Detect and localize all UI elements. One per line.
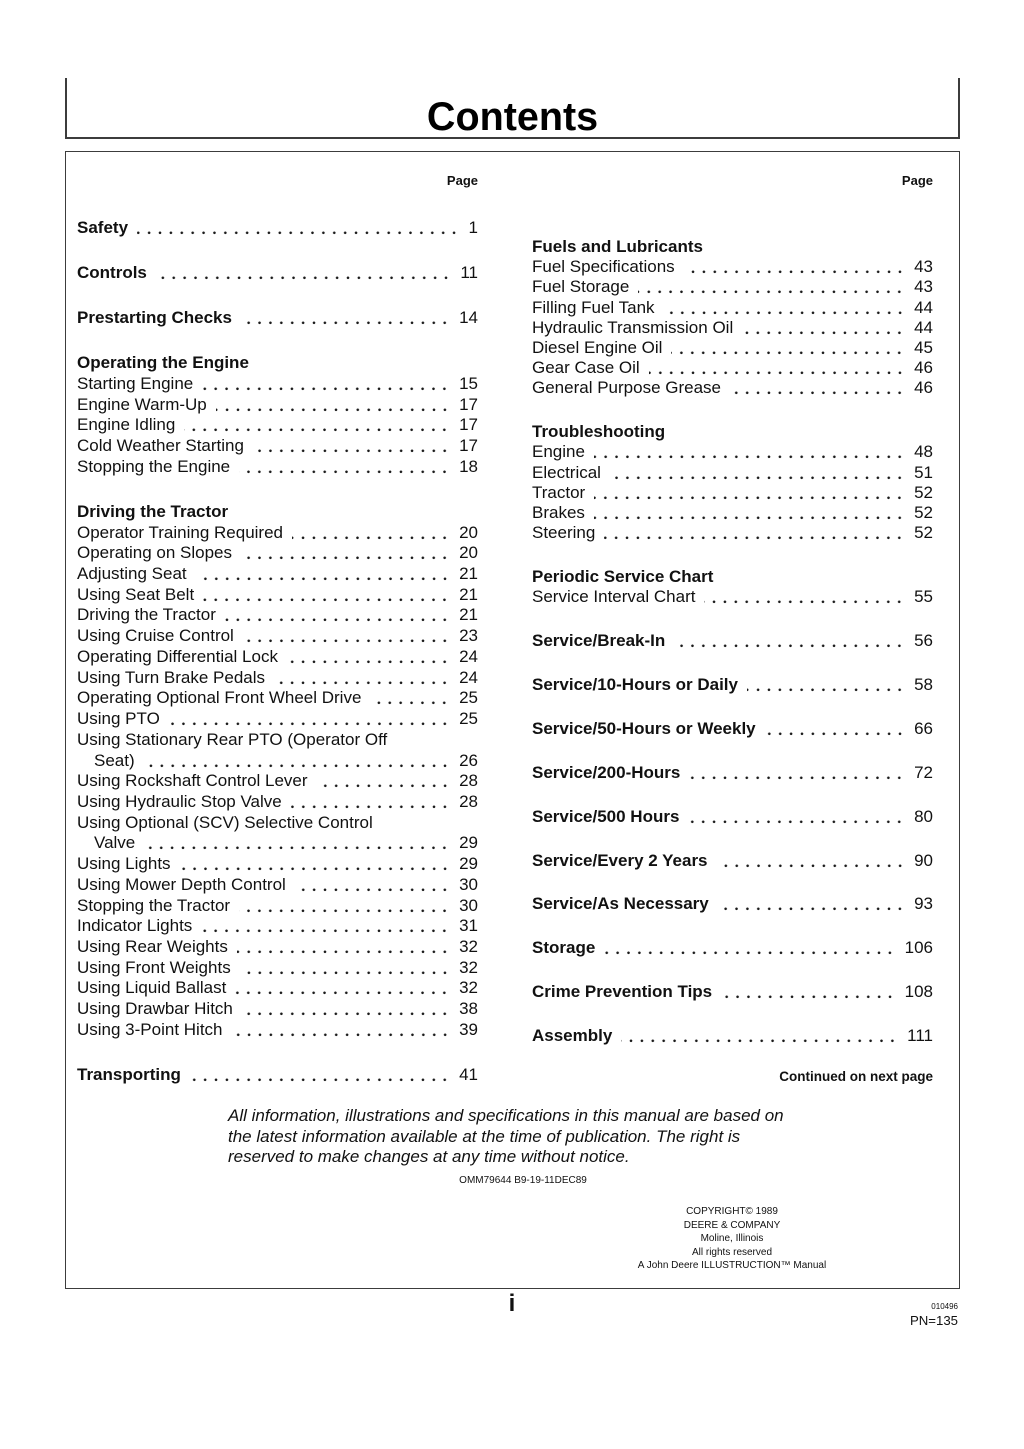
dot-leader xyxy=(664,298,906,318)
toc-entry-title: Engine Idling xyxy=(77,415,176,435)
toc-right-column xyxy=(532,237,933,1046)
toc-entry-title: Operating on Slopes xyxy=(77,543,232,563)
toc-entry xyxy=(77,999,478,1020)
dot-leader xyxy=(717,851,906,871)
dot-leader xyxy=(201,916,450,937)
page-number: 51 xyxy=(914,462,933,482)
toc-section-heading: Periodic Service Chart xyxy=(532,567,714,587)
toc-entry xyxy=(532,463,933,483)
toc-section xyxy=(532,851,933,871)
toc-section xyxy=(532,567,933,607)
toc-section-row xyxy=(532,894,933,914)
toc-section-heading: Operating the Engine xyxy=(77,353,249,373)
toc-entry-title: Service Interval Chart xyxy=(532,587,696,607)
toc-section-row xyxy=(532,763,933,783)
toc-entry xyxy=(77,937,478,958)
dot-leader xyxy=(747,675,905,695)
toc-entry xyxy=(77,771,478,792)
page-number: 52 xyxy=(914,503,933,523)
copyright-line: Moline, Illinois xyxy=(700,1233,764,1245)
toc-entry-title: Fuel Specifications xyxy=(532,257,675,277)
toc-entry xyxy=(532,483,933,503)
dot-leader xyxy=(689,763,905,783)
dot-leader xyxy=(704,587,905,607)
toc-section-row xyxy=(532,807,933,827)
toc-entry xyxy=(77,751,478,772)
dot-leader xyxy=(295,875,450,896)
toc-entry-title: Operating Optional Front Wheel Drive xyxy=(77,688,362,708)
toc-entry xyxy=(77,415,478,436)
page-number: 30 xyxy=(459,874,478,894)
toc-section xyxy=(77,263,478,284)
toc-section xyxy=(77,218,478,239)
page-number: 111 xyxy=(907,1026,933,1046)
disclaimer-notice xyxy=(228,1106,784,1168)
dot-leader xyxy=(241,308,450,329)
toc-section-row xyxy=(77,263,478,284)
page-number: 29 xyxy=(459,833,478,853)
dot-leader xyxy=(144,751,450,772)
page-number: 20 xyxy=(459,522,478,542)
toc-entry xyxy=(77,896,478,917)
toc-section-heading: Service/Break-In xyxy=(532,631,666,651)
toc-entry-title: Starting Engine xyxy=(77,373,194,393)
toc-entry-title: Stopping the Tractor xyxy=(77,895,231,915)
page-number: 55 xyxy=(914,587,933,607)
toc-entry xyxy=(77,564,478,585)
toc-entry xyxy=(532,318,933,338)
page-number: 58 xyxy=(914,675,933,695)
dot-leader xyxy=(718,894,905,914)
toc-section-heading: Crime Prevention Tips xyxy=(532,982,713,1002)
dot-leader xyxy=(291,792,450,813)
copyright-line: DEERE & COMPANY xyxy=(683,1219,781,1231)
page-number: 32 xyxy=(459,978,478,998)
toc-entry-title: Steering xyxy=(532,523,596,543)
page-number: 44 xyxy=(914,317,933,337)
toc-section-row xyxy=(532,675,933,695)
toc-entry xyxy=(77,585,478,606)
toc-section-heading: Service/200-Hours xyxy=(532,762,681,782)
toc-entry xyxy=(77,854,478,875)
copyright-line: A John Deere ILLUSTRUCTION™ Manual xyxy=(637,1260,827,1272)
page-number: 52 xyxy=(914,523,933,543)
toc-entry-title: Indicator Lights xyxy=(77,916,193,936)
toc-entry-title: Brakes xyxy=(532,503,585,523)
toc-entry-title: Engine xyxy=(532,442,585,462)
page-number: 46 xyxy=(914,378,933,398)
dot-leader xyxy=(243,626,450,647)
toc-section xyxy=(77,502,478,1041)
toc-section-heading: Controls xyxy=(77,262,147,282)
page-number: 28 xyxy=(459,791,478,811)
dot-leader xyxy=(237,937,450,958)
dot-leader xyxy=(638,277,905,297)
toc-entry xyxy=(532,442,933,462)
page-number: 52 xyxy=(914,482,933,502)
toc-entry xyxy=(77,833,478,854)
page-number: 43 xyxy=(914,277,933,297)
toc-section xyxy=(532,422,933,543)
toc-entry-title: Electrical xyxy=(532,462,601,482)
toc-entry xyxy=(77,395,478,416)
dot-leader xyxy=(287,647,450,668)
page-number: 18 xyxy=(459,456,478,476)
page-number: 66 xyxy=(914,718,933,738)
dot-leader xyxy=(621,1026,898,1046)
toc-section-row xyxy=(77,218,478,239)
page-number: 48 xyxy=(914,442,933,462)
toc-entry xyxy=(77,668,478,689)
page-number: 24 xyxy=(459,667,478,687)
toc-entry-title: Using Seat Belt xyxy=(77,584,195,604)
toc-section xyxy=(532,631,933,651)
toc-entry-title: Stopping the Engine xyxy=(77,456,231,476)
page-number: 26 xyxy=(459,750,478,770)
page-number: 31 xyxy=(459,916,478,936)
toc-entry xyxy=(532,277,933,297)
toc-entry-title: Using Rear Weights xyxy=(77,936,228,956)
dot-leader xyxy=(203,585,450,606)
dot-leader xyxy=(604,938,895,958)
dot-leader xyxy=(610,463,905,483)
toc-section xyxy=(532,1026,933,1046)
toc-section-heading: Troubleshooting xyxy=(532,422,666,442)
toc-entry-title: General Purpose Grease xyxy=(532,378,721,398)
toc-section-heading: Service/500 Hours xyxy=(532,806,680,826)
toc-entry-title: Using Turn Brake Pedals xyxy=(77,667,266,687)
toc-entry-title: Tractor xyxy=(532,482,586,502)
page-number: 14 xyxy=(459,308,478,328)
dot-leader xyxy=(604,523,905,543)
dot-leader xyxy=(239,457,450,478)
dot-leader xyxy=(370,688,450,709)
toc-entry xyxy=(77,958,478,979)
toc-section xyxy=(532,894,933,914)
toc-entry xyxy=(77,709,478,730)
toc-section xyxy=(77,353,478,477)
dot-leader xyxy=(594,483,905,503)
toc-entry xyxy=(77,626,478,647)
toc-section-heading: Fuels and Lubricants xyxy=(532,237,703,257)
dot-leader xyxy=(235,978,450,999)
page-number: 41 xyxy=(459,1064,478,1084)
dot-leader xyxy=(730,378,905,398)
toc-section-row xyxy=(77,308,478,329)
toc-section xyxy=(532,237,933,399)
toc-entry xyxy=(77,688,478,709)
page-number: 108 xyxy=(904,982,933,1002)
toc-section-heading: Service/Every 2 Years xyxy=(532,850,708,870)
page-number: 32 xyxy=(459,936,478,956)
page-number: 25 xyxy=(459,709,478,729)
part-number: PN=135 xyxy=(909,1313,958,1328)
page-number: 25 xyxy=(459,688,478,708)
toc-section-row xyxy=(532,631,933,651)
toc-entry xyxy=(77,647,478,668)
toc-section xyxy=(532,982,933,1002)
dot-leader xyxy=(169,709,450,730)
dot-leader xyxy=(184,415,450,436)
page-number: 21 xyxy=(459,584,478,604)
toc-entry-title: Filling Fuel Tank xyxy=(532,297,655,317)
toc-entry-title: Using 3-Point Hitch xyxy=(77,1019,223,1039)
toc-entry-title: Operator Training Required xyxy=(77,522,284,542)
toc-section xyxy=(532,938,933,958)
page-number-folio: i xyxy=(508,1290,516,1317)
toc-entry xyxy=(77,374,478,395)
toc-section-heading: Service/50-Hours or Weekly xyxy=(532,718,756,738)
toc-entry-title: Using Front Weights xyxy=(77,957,231,977)
document-code: OMM79644 B9-19-11DEC89 xyxy=(459,1175,587,1186)
page-number: 1 xyxy=(468,217,478,237)
toc-section xyxy=(532,807,933,827)
toc-entry xyxy=(77,543,478,564)
disclaimer-line: the latest information available at the time of publication. The right is xyxy=(228,1126,741,1146)
page-number: 29 xyxy=(459,854,478,874)
toc-section-row xyxy=(532,982,933,1002)
toc-section-row xyxy=(532,1026,933,1046)
page-number: 23 xyxy=(459,626,478,646)
dot-leader xyxy=(292,523,450,544)
toc-entry-title: Driving the Tractor xyxy=(77,605,216,625)
toc-entry xyxy=(532,523,933,543)
toc-entry-title: Fuel Storage xyxy=(532,277,630,297)
page-number: 17 xyxy=(459,436,478,456)
toc-entry-title: Using PTO xyxy=(77,709,160,729)
toc-entry-title-continued: Seat) xyxy=(94,750,135,770)
dot-leader xyxy=(742,318,905,338)
toc-entry-title: Using Optional (SCV) Selective Control xyxy=(77,812,373,832)
print-code: 010496 xyxy=(931,1302,958,1311)
toc-entry xyxy=(532,338,933,358)
toc-section-heading: Assembly xyxy=(532,1026,613,1046)
toc-entry xyxy=(532,503,933,523)
page-number: 90 xyxy=(914,850,933,870)
dot-leader xyxy=(240,958,450,979)
toc-section-row xyxy=(532,719,933,739)
copyright-line: COPYRIGHT© 1989 xyxy=(686,1206,778,1218)
dot-leader xyxy=(239,896,450,917)
toc-entry xyxy=(77,457,478,478)
toc-entry-title: Using Lights xyxy=(77,854,171,874)
copyright-block xyxy=(612,1205,852,1273)
dot-leader xyxy=(594,442,905,462)
dot-leader xyxy=(242,999,450,1020)
dot-leader xyxy=(216,395,450,416)
toc-section-row xyxy=(532,851,933,871)
toc-entry xyxy=(77,978,478,999)
toc-section-heading: Service/10-Hours or Daily xyxy=(532,675,738,695)
page-number: 80 xyxy=(914,806,933,826)
toc-section xyxy=(77,308,478,329)
page-number: 17 xyxy=(459,394,478,414)
toc-entry-title: Using Drawbar Hitch xyxy=(77,999,233,1019)
page-number: 56 xyxy=(914,631,933,651)
dot-leader xyxy=(180,854,451,875)
page-number: 46 xyxy=(914,358,933,378)
toc-left-column xyxy=(77,218,478,1086)
toc-entry-title: Engine Warm-Up xyxy=(77,394,207,414)
toc-section xyxy=(532,675,933,695)
page-number: 32 xyxy=(459,957,478,977)
page-number: 21 xyxy=(459,605,478,625)
toc-entry xyxy=(532,298,933,318)
toc-section-heading: Service/As Necessary xyxy=(532,894,709,914)
dot-leader xyxy=(144,833,450,854)
dot-leader xyxy=(765,719,905,739)
page-number: 106 xyxy=(904,938,933,958)
toc-entry xyxy=(532,378,933,398)
toc-entry-title: Diesel Engine Oil xyxy=(532,338,663,358)
dot-leader xyxy=(721,982,895,1002)
toc-section xyxy=(532,719,933,739)
dot-leader xyxy=(274,668,450,689)
toc-section-heading: Storage xyxy=(532,938,596,958)
toc-section-heading: Safety xyxy=(77,217,129,237)
toc-entry xyxy=(532,587,933,607)
dot-leader xyxy=(594,503,905,523)
dot-leader xyxy=(674,631,905,651)
toc-entry-title: Using Cruise Control xyxy=(77,626,234,646)
dot-leader xyxy=(196,564,450,585)
page-number: 43 xyxy=(914,257,933,277)
page-number: 72 xyxy=(914,762,933,782)
page-column-label: Page xyxy=(446,173,478,188)
toc-section xyxy=(532,763,933,783)
dot-leader xyxy=(225,605,450,626)
toc-entry xyxy=(77,792,478,813)
page-number: 39 xyxy=(459,1019,478,1039)
dot-leader xyxy=(317,771,451,792)
toc-entry-title: Cold Weather Starting xyxy=(77,436,244,456)
toc-entry-title-continued: Valve xyxy=(94,833,136,853)
toc-section-heading: Transporting xyxy=(77,1064,181,1084)
toc-entry-title: Using Hydraulic Stop Valve xyxy=(77,791,282,811)
copyright-line: All rights reserved xyxy=(691,1246,773,1258)
dot-leader xyxy=(137,218,460,239)
dot-leader xyxy=(253,436,450,457)
toc-entry xyxy=(532,358,933,378)
toc-entry xyxy=(532,257,933,277)
dot-leader xyxy=(202,374,450,395)
toc-section-row xyxy=(77,1065,478,1086)
dot-leader xyxy=(156,263,451,284)
page-number: 28 xyxy=(459,771,478,791)
toc-section-row xyxy=(532,938,933,958)
toc-entry-title: Using Rockshaft Control Lever xyxy=(77,771,308,791)
continued-note: Continued on next page xyxy=(779,1069,933,1084)
toc-entry xyxy=(77,916,478,937)
dot-leader xyxy=(649,358,905,378)
toc-entry xyxy=(77,436,478,457)
page-number: 15 xyxy=(459,373,478,393)
page-number: 24 xyxy=(459,646,478,666)
toc-entry xyxy=(77,523,478,544)
toc-entry-title: Hydraulic Transmission Oil xyxy=(532,317,734,337)
toc-section-heading: Prestarting Checks xyxy=(77,308,232,328)
disclaimer-line: reserved to make changes at any time without notice. xyxy=(228,1147,630,1166)
page-number: 44 xyxy=(914,297,933,317)
dot-leader xyxy=(241,543,450,564)
toc-entry-title: Adjusting Seat xyxy=(77,564,187,584)
toc-section xyxy=(77,1065,478,1086)
page-number: 17 xyxy=(459,415,478,435)
toc-section-heading: Driving the Tractor xyxy=(77,501,229,521)
toc-entry-title: Using Mower Depth Control xyxy=(77,874,286,894)
toc-entry-title: Gear Case Oil xyxy=(532,358,640,378)
toc-entry xyxy=(77,1020,478,1041)
toc-entry-title: Using Liquid Ballast xyxy=(77,978,227,998)
toc-entry xyxy=(77,605,478,626)
toc-entry-title: Operating Differential Lock xyxy=(77,646,278,666)
page-title: Contents xyxy=(426,95,599,139)
page-number: 21 xyxy=(459,564,478,584)
toc-entry xyxy=(77,875,478,896)
dot-leader xyxy=(232,1020,451,1041)
page-number: 30 xyxy=(459,895,478,915)
page-column-label: Page xyxy=(901,173,933,188)
dot-leader xyxy=(684,257,905,277)
page-number: 38 xyxy=(459,999,478,1019)
page-number: 11 xyxy=(460,262,478,282)
dot-leader xyxy=(190,1065,450,1086)
page-number: 45 xyxy=(914,338,933,358)
dot-leader xyxy=(671,338,905,358)
dot-leader xyxy=(688,807,905,827)
toc-entry-title: Using Stationary Rear PTO (Operator Off xyxy=(77,729,388,749)
page-number: 20 xyxy=(459,543,478,563)
disclaimer-line: All information, illustrations and specifications in this manual are based on xyxy=(228,1106,784,1125)
page-number: 93 xyxy=(914,894,933,914)
